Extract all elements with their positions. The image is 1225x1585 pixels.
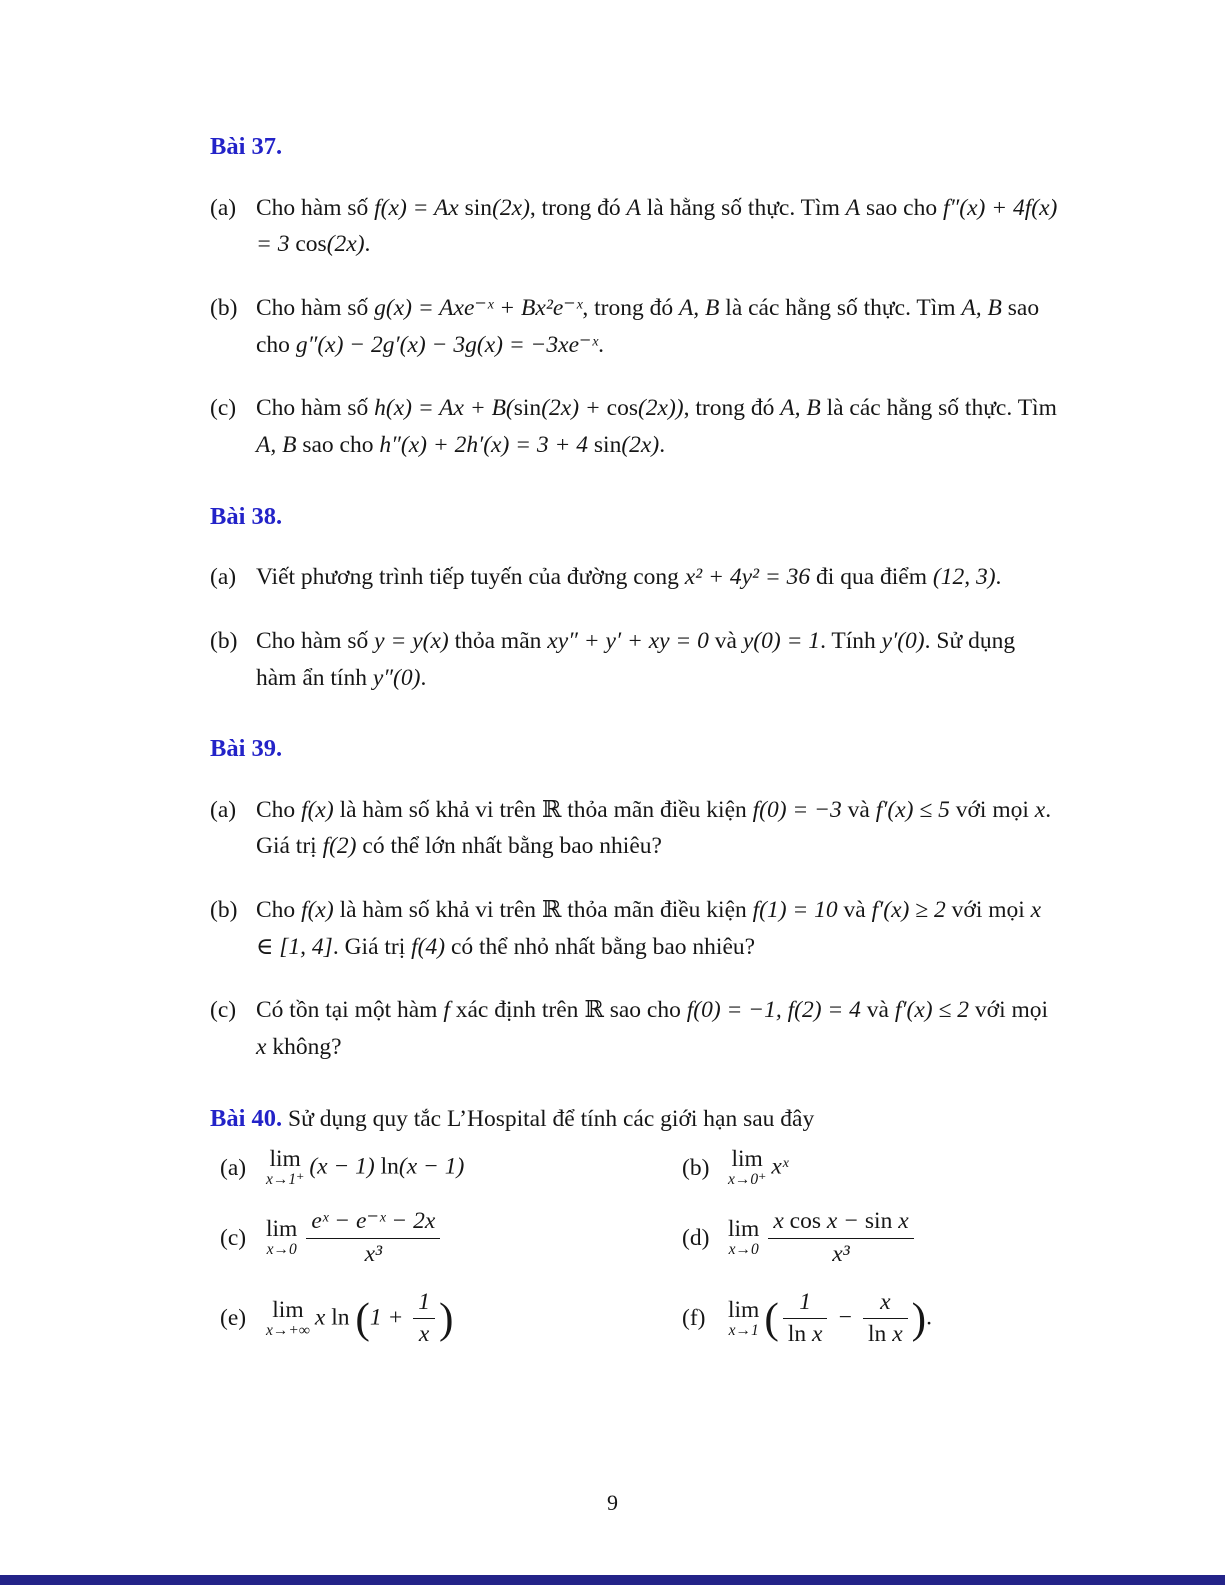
limit-operator — [728, 1296, 760, 1339]
limit-operator — [728, 1148, 766, 1188]
math-run: x² + 4y² = 36 — [684, 564, 811, 591]
math-run: y′(0) — [881, 627, 925, 654]
text-run: với mọi — [949, 796, 1035, 823]
fraction — [413, 1289, 435, 1349]
text-run: thỏa mãn điều kiện — [561, 796, 753, 823]
limit-expression — [266, 1208, 682, 1268]
math-function: cos — [789, 1208, 821, 1235]
math-run: f(4) — [411, 933, 446, 960]
math-run: 1 + — [369, 1304, 410, 1331]
math-function: sin — [864, 1208, 893, 1235]
math-run: f(0) = −1, f(2) = 4 — [686, 997, 861, 1024]
problem-item — [210, 190, 1060, 263]
math-run: x — [880, 1288, 891, 1315]
item-label: (a) — [210, 796, 237, 823]
limit-word: lim — [272, 1296, 304, 1323]
math-run: f(x) — [301, 796, 334, 823]
text-run: Cho hàm số — [256, 294, 375, 321]
text-run: . Giá trị — [332, 933, 412, 960]
fraction — [306, 1208, 440, 1268]
limit-operator — [266, 1218, 297, 1258]
math-run: h(x) = Ax + B( — [374, 395, 514, 422]
math-run: x — [1034, 796, 1046, 823]
text-run: . — [364, 231, 371, 258]
math-function: sin — [464, 194, 493, 221]
math-function: ln — [380, 1153, 399, 1180]
fraction-numerator — [783, 1289, 828, 1320]
limit-operator — [266, 1296, 310, 1339]
text-run: thỏa mãn điều kiện — [561, 897, 753, 924]
fraction-numerator — [863, 1289, 908, 1320]
math-run: f′(x) ≥ 2 — [871, 897, 946, 924]
math-run: y″(0) — [372, 664, 421, 691]
limit-expression — [728, 1289, 1060, 1349]
text-run: , trong đó — [582, 294, 679, 321]
limit-word: lim — [731, 1146, 763, 1173]
item-label: (e) — [220, 1305, 247, 1332]
footer-rule — [0, 1575, 1225, 1585]
section-heading: Bài 40. — [210, 1104, 283, 1132]
math-run: x³ — [832, 1240, 850, 1267]
math-function: ln — [868, 1321, 893, 1348]
math-run: (x − 1) — [398, 1153, 465, 1180]
text-run: . — [995, 564, 1002, 591]
section-heading-line — [210, 502, 1060, 533]
item-body — [256, 190, 1060, 263]
limit-subscript: x→0 — [266, 1241, 297, 1259]
math-function: ln — [331, 1304, 356, 1331]
math-function: ln — [787, 1321, 812, 1348]
text-run: Có tồn tại một hàm — [256, 997, 444, 1024]
math-run: x ∈ [1, 4] — [256, 897, 1042, 960]
item-label: (f) — [682, 1305, 706, 1332]
section-heading-line — [210, 734, 1060, 765]
math-run: xy″ + y′ + xy = 0 — [547, 627, 709, 654]
limit-expression — [728, 1148, 1060, 1188]
limit-item — [220, 1289, 682, 1349]
math-run: g(x) = Axe⁻ˣ + Bx²e⁻ˣ — [374, 294, 583, 321]
math-run: f(x) = Ax — [374, 194, 465, 221]
page-number: 9 — [607, 1490, 618, 1515]
section-heading-line — [210, 132, 1060, 163]
text-run: Cho hàm số — [256, 395, 375, 422]
math-function: sin — [513, 395, 542, 422]
math-run: (2x) — [621, 431, 660, 458]
text-run: là các hằng số thực. Tìm — [820, 395, 1057, 422]
text-run: là hằng số thực. Tìm — [640, 194, 846, 221]
math-function: ℝ — [584, 997, 604, 1024]
text-run: sao cho — [256, 294, 1040, 358]
math-run: (2x) — [326, 231, 365, 258]
problem-item — [210, 623, 1060, 696]
limit-word: lim — [728, 1216, 760, 1243]
text-run: và — [708, 627, 743, 654]
text-run: . Sử dụng hàm ẩn tính — [256, 627, 1016, 691]
limit-word: lim — [269, 1146, 301, 1173]
section-heading-line — [210, 1104, 1060, 1135]
item-body — [256, 559, 1060, 596]
fraction — [768, 1208, 913, 1268]
math-run: x — [314, 1304, 332, 1331]
fraction-numerator — [413, 1289, 435, 1320]
limit-word: lim — [266, 1216, 298, 1243]
math-run: A, B — [256, 431, 297, 458]
section-bai-39 — [210, 734, 1060, 1066]
text-run: không? — [266, 1034, 342, 1061]
text-run: . — [420, 664, 427, 691]
section-intro: Sử dụng quy tắc L’Hospital để tính các giới hạn sau đây — [282, 1105, 815, 1132]
math-run: (2x)) — [637, 395, 684, 422]
math-run: x — [892, 1321, 903, 1348]
limit-item — [220, 1148, 682, 1188]
math-run: f(x) — [301, 897, 334, 924]
math-run: A — [626, 194, 641, 221]
math-function: ℝ — [541, 796, 562, 823]
math-run: f′(x) ≤ 2 — [894, 997, 970, 1024]
math-run: f(2) — [322, 833, 357, 860]
item-label: (b) — [210, 627, 238, 654]
text-run: , trong đó — [529, 194, 627, 221]
math-run: x³ — [364, 1240, 383, 1267]
math-run: y(0) = 1 — [742, 627, 821, 654]
math-run: x − — [820, 1208, 865, 1235]
text-run: và — [860, 997, 895, 1024]
big-paren: ( — [764, 1294, 779, 1343]
text-run: sao cho — [860, 194, 943, 221]
math-run: (12, 3) — [932, 564, 996, 591]
text-run: . — [598, 331, 604, 358]
document-content — [210, 132, 1060, 1349]
limit-item — [682, 1148, 1060, 1188]
item-body — [256, 992, 1060, 1065]
math-function: ℝ — [541, 897, 562, 924]
math-function: sin — [593, 431, 622, 458]
limit-operator — [728, 1218, 759, 1258]
problem-item — [210, 792, 1060, 865]
text-run: . — [926, 1304, 932, 1331]
fraction — [863, 1289, 908, 1349]
math-run: h″(x) + 2h′(x) = 3 + 4 — [379, 431, 594, 458]
item-label: (d) — [682, 1224, 710, 1251]
text-run: Cho — [256, 897, 302, 924]
limit-subscript: x→1⁺ — [266, 1171, 305, 1189]
section-heading: Bài 37. — [210, 133, 283, 160]
fraction-denominator — [306, 1239, 440, 1269]
text-run: đi qua điểm — [810, 564, 933, 591]
math-run: (x − 1) — [309, 1153, 381, 1180]
limit-operator — [266, 1148, 304, 1188]
item-body — [256, 290, 1060, 363]
math-run: g″(x) − 2g′(x) − 3g(x) = −3xe⁻ˣ — [295, 331, 599, 358]
math-run: (2x) + — [541, 395, 607, 422]
section-bai-38 — [210, 502, 1060, 697]
problem-item — [210, 390, 1060, 463]
text-run: Cho hàm số — [256, 194, 375, 221]
text-run: sao cho — [603, 997, 687, 1024]
math-run: f(1) = 10 — [752, 897, 838, 924]
math-function: cos — [606, 395, 638, 422]
item-label: (b) — [210, 897, 238, 924]
text-run: có thể nhỏ nhất bằng bao nhiêu? — [445, 933, 756, 960]
problem-item — [210, 992, 1060, 1065]
math-run: x — [811, 1321, 823, 1348]
limit-word: lim — [728, 1296, 760, 1323]
section-heading: Bài 38. — [210, 502, 283, 530]
math-run: f(0) = −3 — [752, 796, 842, 823]
limit-subscript: x→0 — [728, 1241, 759, 1259]
math-run: eˣ − e⁻ˣ − 2x — [311, 1208, 436, 1235]
math-run: f′(x) ≤ 5 — [875, 796, 950, 823]
limit-expression — [266, 1148, 682, 1188]
math-run: x — [892, 1208, 909, 1235]
text-run: . Giá trị — [256, 796, 1052, 860]
item-body — [256, 792, 1060, 865]
math-run: A, B — [961, 294, 1002, 321]
section-heading: Bài 39. — [210, 735, 283, 763]
text-run: với mọi — [945, 897, 1031, 924]
fraction-denominator — [768, 1239, 913, 1269]
text-run: . Tính — [820, 627, 882, 654]
item-body — [256, 623, 1060, 696]
problem-item — [210, 290, 1060, 363]
limit-item — [682, 1289, 1060, 1349]
math-run: y = y(x) — [374, 627, 449, 654]
math-run: A, B — [780, 395, 821, 422]
big-paren: ) — [911, 1294, 927, 1343]
item-body — [256, 892, 1060, 965]
section-bai-37 — [210, 132, 1060, 464]
text-run: và — [837, 897, 872, 924]
text-run: có thể lớn nhất bằng bao nhiêu? — [356, 833, 662, 860]
item-label: (a) — [210, 194, 237, 221]
text-run: Cho hàm số — [256, 627, 375, 654]
text-run: là các hằng số thực. Tìm — [719, 294, 962, 321]
big-paren: ( — [355, 1294, 370, 1343]
text-run: Viết phương trình tiếp tuyến của đường cong — [256, 564, 685, 591]
text-run: với mọi — [969, 997, 1049, 1024]
item-label: (c) — [220, 1224, 247, 1251]
limit-subscript: x→1 — [728, 1321, 759, 1339]
text-run: , trong đó — [683, 395, 781, 422]
limit-subscript: x→0⁺ — [728, 1171, 767, 1189]
item-label: (b) — [210, 294, 238, 321]
fraction-numerator — [768, 1208, 913, 1239]
math-run: 1 — [799, 1288, 811, 1315]
limit-item — [220, 1208, 682, 1268]
fraction-numerator — [306, 1208, 440, 1239]
math-run: A, B — [678, 294, 720, 321]
math-run: − — [831, 1304, 860, 1331]
text-run: thỏa mãn — [448, 627, 548, 654]
text-run: xác định trên — [449, 997, 585, 1024]
limit-item — [682, 1208, 1060, 1268]
fraction — [783, 1289, 828, 1349]
limit-subscript: x→+∞ — [266, 1321, 310, 1339]
math-run: xˣ — [771, 1153, 789, 1180]
math-run: 1 — [418, 1288, 430, 1315]
text-run: . — [659, 431, 666, 458]
item-label: (a) — [210, 564, 237, 591]
fraction-denominator — [783, 1319, 828, 1349]
limits-grid — [210, 1148, 1060, 1349]
math-run: f″(x) + 4f(x) = 3 — [256, 194, 1058, 258]
item-label: (b) — [682, 1154, 710, 1181]
math-run: x — [256, 1034, 267, 1061]
math-run: A — [845, 194, 861, 221]
math-run: x — [418, 1321, 430, 1348]
text-run: sao cho — [296, 431, 380, 458]
big-paren: ) — [438, 1294, 454, 1343]
math-run: (2x) — [492, 194, 530, 221]
text-run: là hàm số khả vi trên — [333, 796, 542, 823]
text-run: và — [841, 796, 876, 823]
section-bai-40 — [210, 1104, 1060, 1349]
fraction-denominator — [413, 1319, 435, 1349]
math-function: cos — [295, 231, 327, 258]
math-run: x — [773, 1208, 790, 1235]
problem-item — [210, 892, 1060, 965]
fraction-denominator — [863, 1319, 908, 1349]
problem-item — [210, 559, 1060, 596]
item-body — [256, 390, 1060, 463]
text-run: là hàm số khả vi trên — [333, 897, 542, 924]
item-label: (c) — [210, 997, 237, 1024]
limit-expression — [266, 1289, 682, 1349]
text-run: Cho — [256, 796, 302, 823]
math-run: f — [443, 997, 450, 1024]
item-label: (c) — [210, 395, 237, 422]
item-label: (a) — [220, 1154, 247, 1181]
limit-expression — [728, 1208, 1060, 1268]
